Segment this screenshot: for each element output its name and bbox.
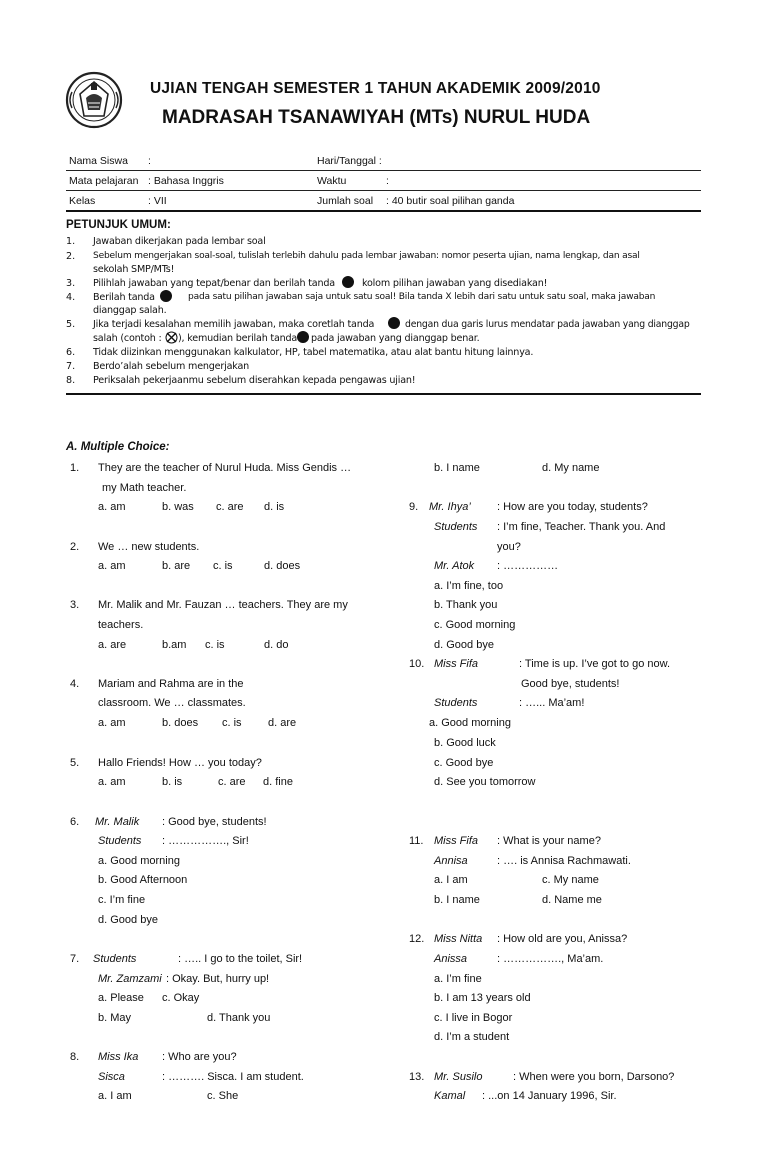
option[interactable]: a. I’m fine (434, 973, 482, 985)
mapel-label: Mata pelajaran (69, 175, 139, 187)
option[interactable]: a. Please (98, 992, 144, 1004)
speaker: Mr. Malik (95, 816, 140, 828)
rule-number: 8. (66, 375, 76, 386)
speaker: Kamal (434, 1090, 466, 1102)
school-emblem-icon (62, 70, 126, 130)
waktu-label: Waktu (317, 175, 347, 187)
dialogue-line-cont: Good bye, students! (521, 678, 620, 690)
option[interactable]: a. I’m fine, too (434, 580, 504, 592)
option[interactable]: c. Okay (162, 992, 200, 1004)
option[interactable]: d. Name me (542, 894, 602, 906)
rule-8: Periksalah pekerjaanmu sebelum diserahkan kepada pengawas ujian! (93, 375, 416, 386)
rule-5-cont3: ), kemudian berilah tanda (178, 333, 298, 344)
question-5: Hallo Friends! How … you today? (98, 757, 262, 769)
option[interactable]: c. is (222, 717, 242, 729)
option[interactable]: b. I name (434, 462, 480, 474)
option[interactable]: d. Good bye (98, 914, 158, 926)
option[interactable]: c. are (218, 776, 246, 788)
option[interactable]: a. I am (98, 1090, 132, 1102)
option[interactable]: b. May (98, 1012, 132, 1024)
dialogue-line: : …………… (497, 560, 559, 572)
dialogue-line: : Who are you? (162, 1051, 237, 1063)
speaker: Students (98, 835, 142, 847)
rule-4-cont: pada satu pilihan jawaban saja untuk satu soal! Bila tanda X lebih dari satu untuk satu soal, maka jawaban (188, 292, 656, 302)
option[interactable]: c. Good bye (434, 757, 494, 769)
option[interactable]: a. are (98, 639, 127, 651)
nama-label: Nama Siswa (69, 155, 128, 167)
question-number: 6. (70, 816, 80, 828)
dialogue-line: : Okay. But, hurry up! (166, 973, 270, 985)
option[interactable]: a. am (98, 560, 126, 572)
dialogue-line: : ……………., Ma’am. (497, 953, 604, 965)
speaker: Mr. Susilo (434, 1071, 483, 1083)
dialogue-line: : How old are you, Anissa? (497, 933, 628, 945)
speaker: Mr. Zamzami (98, 973, 162, 985)
dialogue-line: : …. is Annisa Rachmawati. (497, 855, 631, 867)
dialogue-line: : I’m fine, Teacher. Thank you. And (497, 521, 666, 533)
question-number: 10. (409, 658, 425, 670)
rule-4-cont2: dianggap salah. (93, 305, 167, 316)
filled-circle-icon (297, 331, 309, 343)
divider (66, 210, 701, 212)
dialogue-line: : ……………., Sir! (162, 835, 249, 847)
divider (66, 190, 701, 191)
option[interactable]: d. are (268, 717, 297, 729)
option[interactable]: b. Good luck (434, 737, 496, 749)
question-3: Mr. Malik and Mr. Fauzan … teachers. They are my (98, 599, 348, 611)
option[interactable]: b. Good Afternoon (98, 874, 188, 886)
kelas-value: : VII (148, 195, 167, 207)
rule-7: Berdo’alah sebelum mengerjakan (93, 361, 250, 372)
option[interactable]: d. does (264, 560, 301, 572)
option[interactable]: d. fine (263, 776, 293, 788)
dialogue-line: : ………. Sisca. I am student. (162, 1071, 304, 1083)
question-number: 7. (70, 953, 80, 965)
speaker: Students (434, 697, 478, 709)
option[interactable]: c. Good morning (434, 619, 516, 631)
option[interactable]: c. is (205, 639, 225, 651)
question-number: 9. (409, 501, 419, 513)
question-3-cont: teachers. (98, 619, 144, 631)
option[interactable]: a. I am (434, 874, 468, 886)
exam-title: UJIAN TENGAH SEMESTER 1 TAHUN AKADEMIK 2009/2010 (150, 80, 601, 97)
option[interactable]: b. does (162, 717, 199, 729)
question-number: 5. (70, 757, 80, 769)
rule-2: Sebelum mengerjakan soal-soal, tulislah terlebih dahulu pada lembar jawaban: nomor peserta ujian, nama lengkap, dan asal (93, 251, 640, 261)
speaker: Students (93, 953, 137, 965)
rule-1: Jawaban dikerjakan pada lembar soal (93, 236, 266, 247)
option[interactable]: d. do (264, 639, 289, 651)
option[interactable]: c. are (216, 501, 244, 513)
rule-number: 4. (66, 292, 76, 303)
dialogue-line: : How are you today, students? (497, 501, 648, 513)
crossed-circle-icon (165, 331, 178, 344)
option[interactable]: b.am (162, 639, 187, 651)
option[interactable]: b. is (162, 776, 183, 788)
question-2: We … new students. (98, 541, 200, 553)
speaker: Sisca (98, 1071, 125, 1083)
rule-6: Tidak diizinkan menggunakan kalkulator, HP, tabel matematika, atau alat bantu hitung lainnya. (93, 347, 534, 358)
rule-number: 1. (66, 236, 76, 247)
option[interactable]: d. I’m a student (434, 1031, 510, 1043)
option[interactable]: c. She (207, 1090, 239, 1102)
question-number: 3. (70, 599, 80, 611)
nama-colon: : (148, 155, 151, 167)
option[interactable]: d. Good bye (434, 639, 494, 651)
rule-5-cont2: salah (contoh : (93, 333, 162, 344)
speaker: Annisa (434, 855, 468, 867)
question-number: 2. (70, 541, 80, 553)
rule-3: Pilihlah jawaban yang tepat/benar dan berilah tanda (93, 278, 335, 289)
rule-number: 7. (66, 361, 76, 372)
kelas-label: Kelas (69, 195, 96, 207)
question-number: 11. (409, 835, 424, 847)
dialogue-line: : What is your name? (497, 835, 601, 847)
speaker: Mr. Ihya’ (429, 501, 471, 513)
dialogue-line: : ….. I go to the toilet, Sir! (178, 953, 303, 965)
option[interactable]: a. am (98, 501, 126, 513)
speaker: Miss Nitta (434, 933, 483, 945)
rule-number: 3. (66, 278, 76, 289)
option[interactable]: c. I’m fine (98, 894, 146, 906)
option[interactable]: a. am (98, 717, 126, 729)
speaker: Mr. Atok (434, 560, 475, 572)
question-number: 4. (70, 678, 80, 690)
option[interactable]: d. See you tomorrow (434, 776, 536, 788)
option[interactable]: b. are (162, 560, 191, 572)
rule-number: 2. (66, 251, 76, 262)
option[interactable]: b. I name (434, 894, 480, 906)
rule-number: 6. (66, 347, 76, 358)
speaker: Miss Fifa (434, 658, 478, 670)
speaker: Miss Ika (98, 1051, 139, 1063)
speaker: Anissa (434, 953, 468, 965)
option[interactable]: d. Thank you (207, 1012, 271, 1024)
dialogue-line: : ...on 14 January 1996, Sir. (482, 1090, 617, 1102)
option[interactable]: d. My name (542, 462, 600, 474)
question-4: Mariam and Rahma are in the (98, 678, 244, 690)
option[interactable]: d. is (264, 501, 285, 513)
rule-5: Jika terjadi kesalahan memilih jawaban, maka coretlah tanda (93, 319, 375, 330)
section-a-title: A. Multiple Choice: (66, 441, 170, 453)
rule-2-cont: sekolah SMP/MTs! (93, 264, 175, 275)
school-name: MADRASAH TSANAWIYAH (MTs) NURUL HUDA (162, 107, 591, 128)
divider (66, 170, 701, 171)
dialogue-line: : When were you born, Darsono? (513, 1071, 675, 1083)
rule-5-cont: dengan dua garis lurus mendatar pada jawaban yang dianggap (405, 319, 690, 330)
question-number: 1. (70, 462, 80, 474)
divider (66, 393, 701, 395)
jumlah-label: Jumlah soal (317, 195, 374, 207)
filled-circle-icon (342, 276, 354, 288)
question-4-cont: classroom. We … classmates. (98, 697, 246, 709)
rule-4: Berilah tanda (93, 292, 155, 303)
option[interactable]: a. am (98, 776, 126, 788)
option[interactable]: c. My name (542, 874, 599, 886)
option[interactable]: b. I am 13 years old (434, 992, 531, 1004)
mapel-value: : Bahasa Inggris (148, 175, 224, 187)
speaker: Students (434, 521, 478, 533)
rule-3-cont: kolom pilihan jawaban yang disediakan! (362, 278, 548, 289)
dialogue-line: : …... Ma’am! (519, 697, 585, 709)
option[interactable]: b. was (162, 501, 194, 513)
option[interactable]: c. I live in Bogor (434, 1012, 513, 1024)
dialogue-line-cont: you? (497, 541, 521, 553)
jumlah-value: : 40 butir soal pilihan ganda (386, 195, 515, 207)
dialogue-line: : Good bye, students! (162, 816, 267, 828)
question-number: 13. (409, 1071, 425, 1083)
option[interactable]: a. Good morning (429, 717, 511, 729)
question-1-cont: my Math teacher. (102, 482, 187, 494)
filled-circle-icon (160, 290, 172, 302)
option[interactable]: b. Thank you (434, 599, 498, 611)
option[interactable]: a. Good morning (98, 855, 180, 867)
petunjuk-title: PETUNJUK UMUM: (66, 219, 171, 231)
question-1: They are the teacher of Nurul Huda. Miss Gendis … (98, 462, 352, 474)
waktu-colon: : (386, 175, 389, 187)
rule-number: 5. (66, 319, 76, 330)
question-number: 12. (409, 933, 425, 945)
hari-label: Hari/Tanggal : (317, 155, 382, 167)
speaker: Miss Fifa (434, 835, 478, 847)
option[interactable]: c. is (213, 560, 233, 572)
rule-5-cont4: pada jawaban yang dianggap benar. (311, 333, 480, 344)
dialogue-line: : Time is up. I’ve got to go now. (519, 658, 671, 670)
question-number: 8. (70, 1051, 80, 1063)
filled-circle-icon (388, 317, 400, 329)
